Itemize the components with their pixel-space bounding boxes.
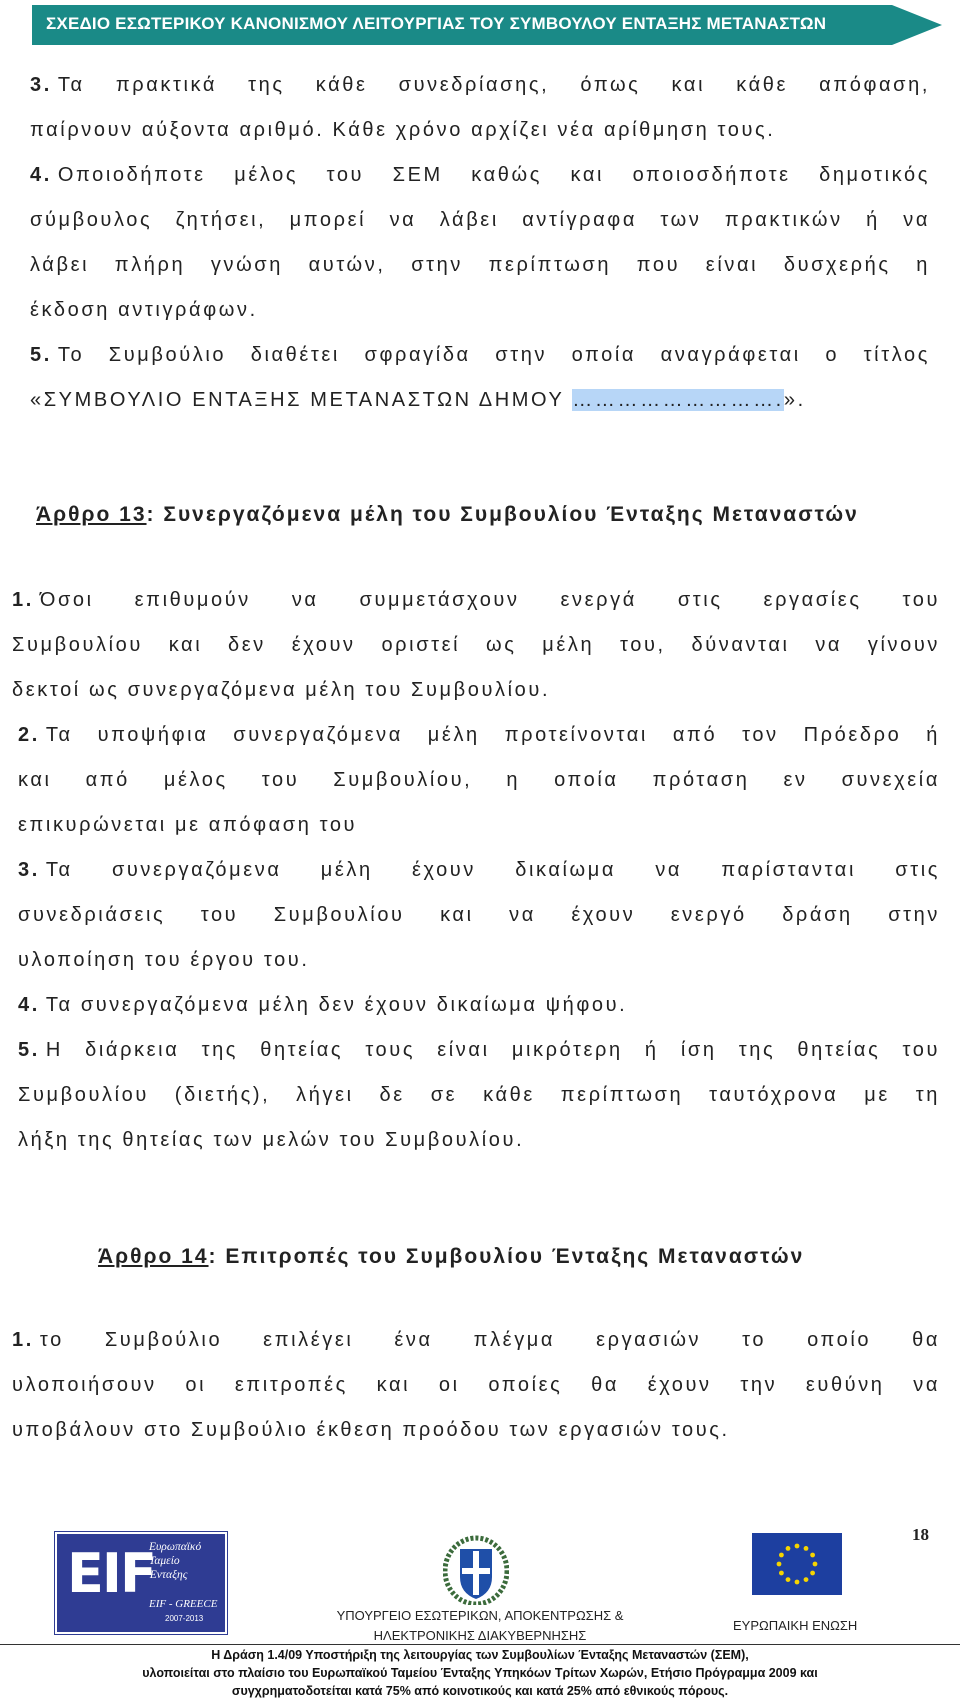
paragraph-text: Τα πρακτικά της κάθε συνεδρίασης, όπως και κάθε απόφαση, bbox=[57, 74, 930, 96]
a14-paragraph-1-line-1 bbox=[12, 1318, 940, 1363]
a13-paragraph-2-line-3: επικυρώνεται με απόφαση του bbox=[18, 814, 358, 836]
footer-line-3: συγχρηματοδοτείται κατά 75% από κοινοτικούς και κατά 25% από εθνικούς πόρους. bbox=[231, 1684, 729, 1698]
footer-line-1: Η Δράση 1.4/09 Υποστήριξη της λειτουργίας των Συμβουλίων Ένταξης Μεταναστών (ΣΕΜ), bbox=[211, 1648, 749, 1662]
eif-logo-subtitle: EIF - GREECE bbox=[149, 1598, 218, 1610]
paragraph-number: 3. bbox=[18, 859, 40, 881]
paragraph-text: Τα συνεργαζόμενα μέλη έχουν δικαίωμα να παρίστανται στις bbox=[45, 859, 940, 881]
paragraph-text: Το Συμβούλιο διαθέτει σφραγίδα στην οποία αναγράφεται ο τίτλος bbox=[57, 344, 930, 366]
eif-logo-years: 2007-2013 bbox=[165, 1614, 204, 1623]
a13-paragraph-2-line-2: και από μέλος του Συμβουλίου, η οποία πρόταση εν συνεχεία bbox=[18, 769, 940, 791]
selected-placeholder-dots: ………………………. bbox=[572, 389, 784, 411]
paragraph-text: Τα συνεργαζόμενα μέλη δεν έχουν δικαίωμα ψήφου. bbox=[45, 994, 628, 1016]
a13-paragraph-5-line-1 bbox=[18, 1028, 940, 1073]
a13-paragraph-4 bbox=[18, 983, 627, 1028]
article-14-title: : Επιτροπές του Συμβουλίου Ένταξης Μεταναστών bbox=[208, 1245, 805, 1268]
paragraph-5-line-2 bbox=[30, 378, 806, 423]
paragraph-number: 3. bbox=[30, 74, 52, 96]
stamp-title-text: «ΣΥΜΒΟΥΛΙΟ ΕΝΤΑΞΗΣ ΜΕΤΑΝΑΣΤΩΝ ΔΗΜΟΥ bbox=[30, 389, 573, 411]
paragraph-4-line-1 bbox=[30, 153, 930, 198]
ministry-name bbox=[330, 1606, 630, 1646]
paragraph-number: 2. bbox=[18, 724, 40, 746]
footer-divider bbox=[0, 1644, 960, 1645]
paragraph-4-line-2: σύμβουλος ζητήσει, μπορεί να λάβει αντίγραφα των πρακτικών ή να bbox=[30, 209, 930, 231]
footer-line-2: υλοποιείται στο πλαίσιο του Ευρωπαϊκού Ταμείου Ένταξης Υπηκόων Τρίτων Χωρών, Ετήσιο Πρόγραμμα 2009 και bbox=[142, 1666, 818, 1680]
paragraph-number: 5. bbox=[30, 344, 52, 366]
funding-footer bbox=[0, 1646, 960, 1700]
paragraph-5-line-1 bbox=[30, 333, 930, 378]
a14-paragraph-1-line-2: υλοποιήσουν οι επιτροπές και οι οποίες θα έχουν την ευθύνη να bbox=[12, 1374, 940, 1396]
paragraph-number: 4. bbox=[18, 994, 40, 1016]
paragraph-text: Όσοι επιθυμούν να συμμετάσχουν ενεργά στις εργασίες του bbox=[39, 589, 940, 611]
eif-logo-letters: EIF bbox=[67, 1542, 155, 1605]
paragraph-text: Η διάρκεια της θητείας τους είναι μικρότερη ή ίση της θητείας του bbox=[45, 1039, 940, 1061]
a13-paragraph-3-line-2: συνεδριάσεις του Συμβουλίου και να έχουν ενεργό δράση στην bbox=[18, 904, 940, 926]
document-title: ΣΧΕΔΙΟ ΕΣΩΤΕΡΙΚΟΥ ΚΑΝΟΝΙΣΜΟΥ ΛΕΙΤΟΥΡΓΙΑΣ ΤΟΥ ΣΥΜΒΟΥΛΟΥ ΕΝΤΑΞΗΣ ΜΕΤΑΝΑΣΤΩΝ bbox=[46, 14, 827, 33]
a13-paragraph-5-line-3: λήξη της θητείας των μελών του Συμβουλίου. bbox=[18, 1129, 525, 1151]
paragraph-number: 4. bbox=[30, 164, 52, 186]
a13-paragraph-1-line-2: Συμβουλίου και δεν έχουν οριστεί ως μέλη του, δύνανται να γίνουν bbox=[12, 634, 940, 656]
eif-logo bbox=[55, 1532, 227, 1634]
article-13-heading bbox=[36, 503, 859, 527]
paragraph-number: 1. bbox=[12, 589, 34, 611]
greek-coat-of-arms-icon bbox=[443, 1535, 509, 1605]
a13-paragraph-2-line-1 bbox=[18, 713, 940, 758]
eu-flag-icon bbox=[752, 1533, 842, 1595]
a14-paragraph-1-line-3: υποβάλουν στο Συμβούλιο έκθεση προόδου των εργασιών τους. bbox=[12, 1419, 730, 1441]
paragraph-3-line-2: παίρνουν αύξοντα αριθμό. Κάθε χρόνο αρχίζει νέα αρίθμηση τους. bbox=[30, 119, 776, 141]
paragraph-4-line-3: λάβει πλήρη γνώση αυτών, στην περίπτωση που είναι δυσχερής η bbox=[30, 254, 930, 276]
paragraph-number: 5. bbox=[18, 1039, 40, 1061]
a13-paragraph-1-line-1 bbox=[12, 578, 940, 623]
article-13-title: : Συνεργαζόμενα μέλη του Συμβουλίου Ένταξης Μεταναστών bbox=[146, 503, 859, 526]
paragraph-text: Οποιοδήποτε μέλος του ΣΕΜ καθώς και οποιοσδήποτε δημοτικός bbox=[57, 164, 930, 186]
paragraph-4-line-4: έκδοση αντιγράφων. bbox=[30, 299, 258, 321]
a13-paragraph-3-line-1 bbox=[18, 848, 940, 893]
eu-label: ΕΥΡΩΠΑΙΚΗ ΕΝΩΣΗ bbox=[733, 1618, 858, 1633]
page-number: 18 bbox=[912, 1525, 929, 1544]
paragraph-number: 1. bbox=[12, 1329, 34, 1351]
closing-quote: ». bbox=[783, 389, 806, 411]
article-14-heading bbox=[98, 1245, 804, 1269]
eif-logo-text: Ευρωπαϊκό Ταμείο Ένταξης bbox=[149, 1541, 202, 1581]
paragraph-text: Τα υποψήφια συνεργαζόμενα μέλη προτείνονται από τον Πρόεδρο ή bbox=[45, 724, 940, 746]
article-14-number: Άρθρο 14 bbox=[98, 1245, 209, 1268]
paragraph-text: το Συμβούλιο επιλέγει ένα πλέγμα εργασιών το οποίο θα bbox=[39, 1329, 940, 1351]
ministry-name-line-1: ΥΠΟΥΡΓΕΙΟ ΕΣΩΤΕΡΙΚΩΝ, ΑΠΟΚΕΝΤΡΩΣΗΣ & bbox=[336, 1608, 624, 1623]
a13-paragraph-5-line-2: Συμβουλίου (διετής), λήγει δε σε κάθε περίπτωση ταυτόχρονα με τη bbox=[18, 1084, 940, 1106]
ministry-name-line-2: ΗΛΕΚΤΡΟΝΙΚΗΣ ΔΙΑΚΥΒΕΡΝΗΣΗΣ bbox=[373, 1628, 587, 1643]
a13-paragraph-3-line-3: υλοποίηση του έργου του. bbox=[18, 949, 310, 971]
a13-paragraph-1-line-3: δεκτοί ως συνεργαζόμενα μέλη του Συμβουλίου. bbox=[12, 679, 551, 701]
paragraph-3-line-1 bbox=[30, 63, 930, 108]
article-13-number: Άρθρο 13 bbox=[36, 503, 147, 526]
header-banner bbox=[32, 5, 942, 45]
